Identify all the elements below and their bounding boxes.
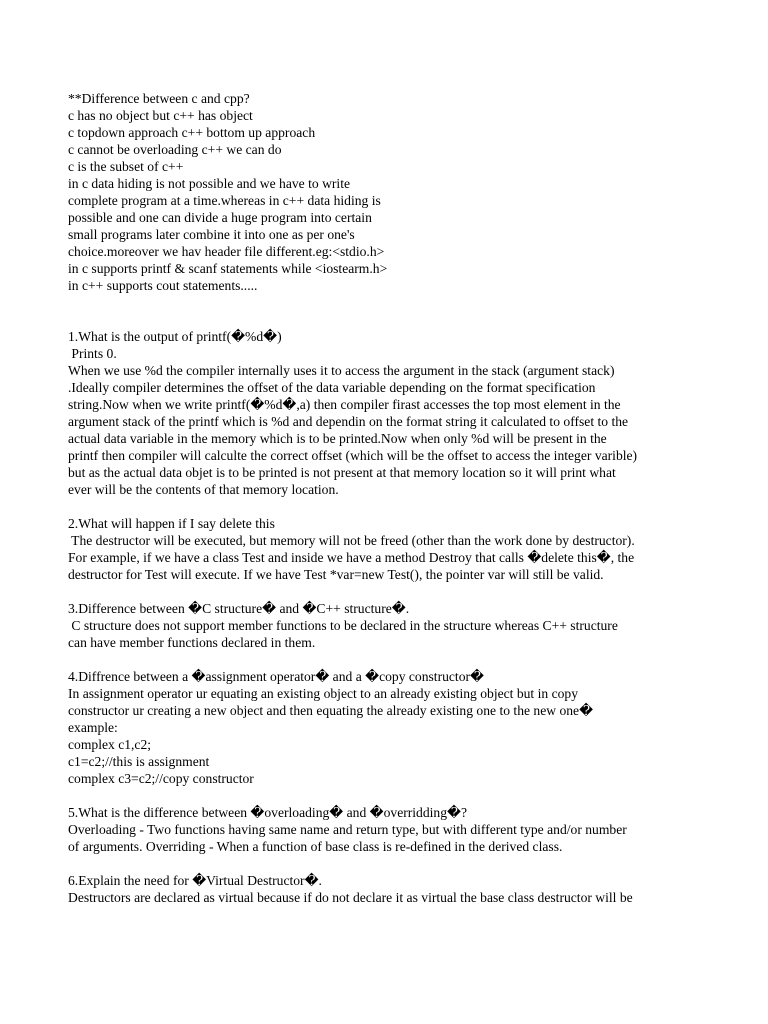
answer-line: complex c1,c2; [68,737,152,752]
intro-line: in c++ supports cout statements..... [68,278,258,293]
spacer [68,855,708,872]
intro-heading: **Difference between c and cpp? [68,91,250,106]
question-2-title: 2.What will happen if I say delete this [68,516,275,531]
answer-line: For example, if we have a class Test and inside we have a method Destroy that calls �delete this�, the [68,550,635,565]
question-2-section [68,515,708,583]
answer-line: constructor ur creating a new object and then equating the already existing one to the new one� [68,703,594,718]
document-body [68,90,708,906]
question-5-section [68,804,708,855]
answer-line: c1=c2;//this is assignment [68,754,210,769]
intro-line: choice.moreover we hav header file different.eg:<stdio.h> [68,244,385,259]
spacer [68,651,708,668]
question-6-title: 6.Explain the need for �Virtual Destructor�. [68,873,322,888]
answer-line: C structure does not support member functions to be declared in the structure whereas C++ structure [68,618,618,633]
intro-line: in c supports printf & scanf statements while <iostearm.h> [68,261,388,276]
spacer [68,787,708,804]
answer-line: printf then compiler will calculte the correct offset (which will be the offset to access the integer varible) [68,448,638,463]
answer-line: ever will be the contents of that memory location. [68,482,339,497]
question-1-section [68,328,708,498]
intro-line: c has no object but c++ has object [68,108,253,123]
intro-section [68,90,708,294]
answer-line: The destructor will be executed, but memory will not be freed (other than the work done by destructor). [68,533,635,548]
intro-line: c topdown approach c++ bottom up approach [68,125,316,140]
answer-line: actual data variable in the memory which is to be printed.Now when only %d will be present in the [68,431,607,446]
question-3-section [68,600,708,651]
intro-line: c is the subset of c++ [68,159,184,174]
answer-line: Destructors are declared as virtual because if do not declare it as virtual the base class destructor will be [68,890,633,905]
intro-line: complete program at a time.whereas in c++ data hiding is [68,193,381,208]
answer-line: destructor for Test will execute. If we have Test *var=new Test(), the pointer var will still be valid. [68,567,604,582]
spacer [68,294,708,328]
intro-line: c cannot be overloading c++ we can do [68,142,282,157]
spacer [68,583,708,600]
answer-line: of arguments. Overriding - When a function of base class is re-defined in the derived class. [68,839,563,854]
question-1-title: 1.What is the output of printf(�%d�) [68,329,282,344]
answer-line: example: [68,720,118,735]
spacer [68,498,708,515]
question-5-title: 5.What is the difference between �overloading� and �overridding�? [68,805,467,820]
answer-line: .Ideally compiler determines the offset of the data variable depending on the format specification [68,380,596,395]
question-6-section [68,872,708,906]
intro-line: small programs later combine it into one as per one's [68,227,355,242]
question-4-section [68,668,708,787]
question-3-title: 3.Difference between �C structure� and �C++ structure�. [68,601,410,616]
answer-line: Prints 0. [68,346,117,361]
answer-line: complex c3=c2;//copy constructor [68,771,254,786]
intro-line: possible and one can divide a huge program into certain [68,210,372,225]
answer-line: When we use %d the compiler internally uses it to access the argument in the stack (argument stack) [68,363,615,378]
answer-line: string.Now when we write printf(�%d�,a) then compiler firast accesses the top most element in the [68,397,621,412]
answer-line: can have member functions declared in them. [68,635,316,650]
answer-line: but as the actual data objet is to be printed is not present at that memory location so it will print what [68,465,616,480]
question-4-title: 4.Diffrence between a �assignment operator� and a �copy constructor� [68,669,484,684]
answer-line: In assignment operator ur equating an existing object to an already existing object but in copy [68,686,579,701]
answer-line: argument stack of the printf which is %d and dependin on the format string it calculated to offset to the [68,414,629,429]
intro-line: in c data hiding is not possible and we have to write [68,176,351,191]
answer-line: Overloading - Two functions having same name and return type, but with different type and/or number [68,822,627,837]
